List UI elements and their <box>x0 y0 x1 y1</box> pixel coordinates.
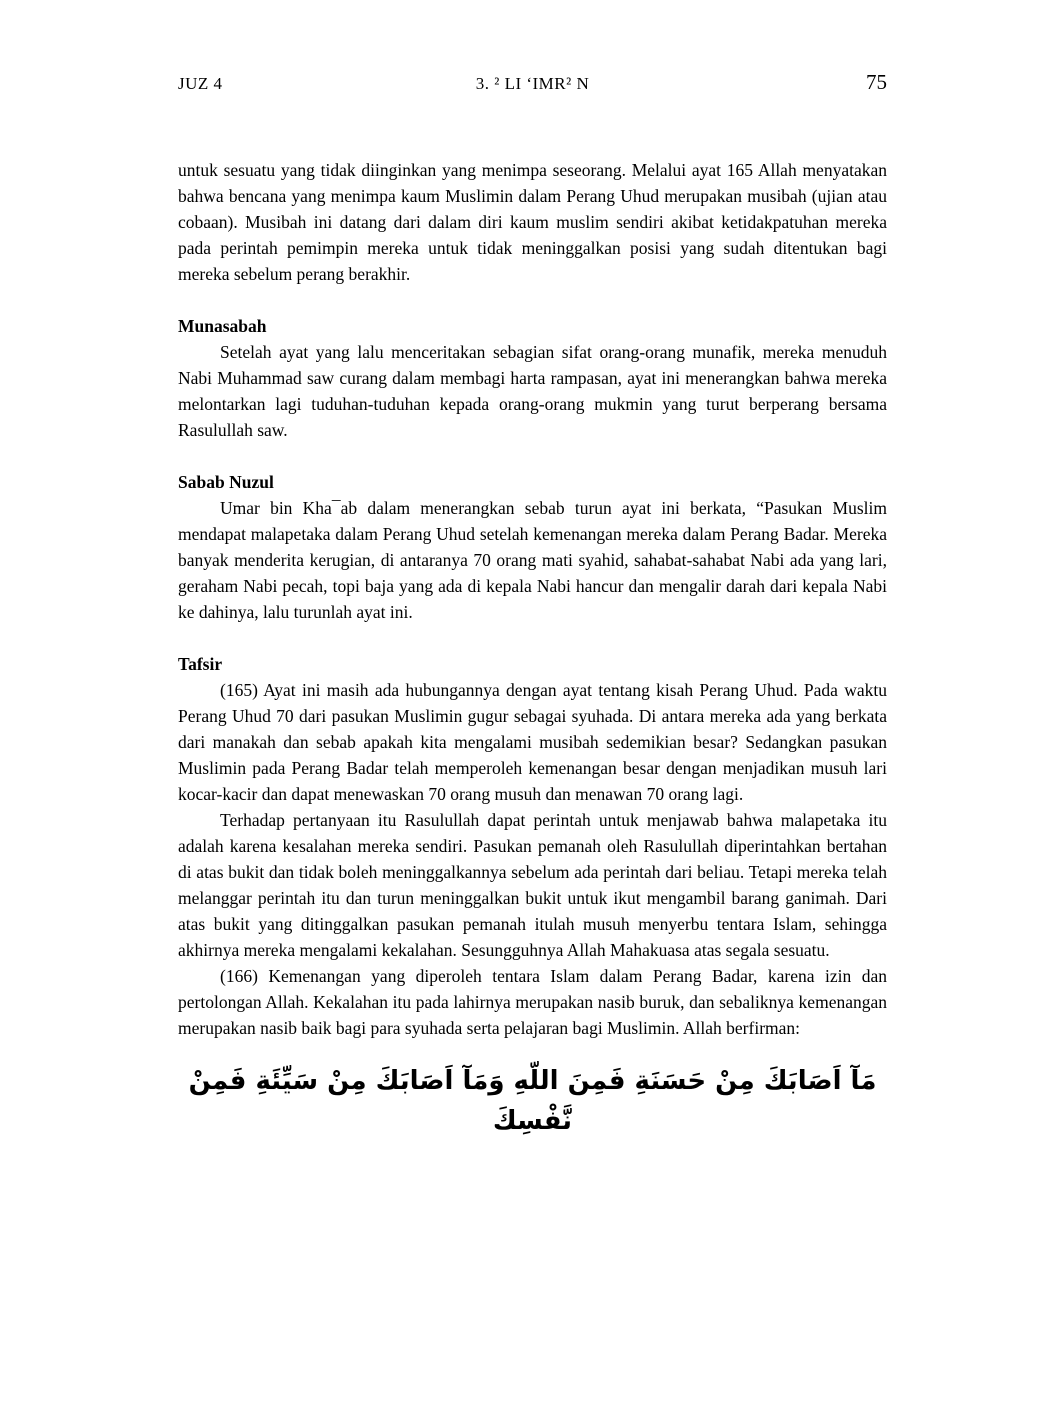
paragraph-tafsir-166: (166) Kemenangan yang diperoleh tentara Islam dalam Perang Badar, karena izin dan pertolongan Allah. Kekalahan itu pada lahirnya merupakan nasib buruk, dan sebaliknya kemenangan merupakan nasib baik bagi para syuhada serta pelajaran bagi Muslimin. Allah berfirman: <box>178 966 887 1038</box>
heading-tafsir: Tafsir <box>178 654 223 674</box>
paragraph-sabab-nuzul: Umar bin Kha¯ab dalam menerangkan sebab turun ayat ini berkata, “Pasukan Muslim mendapat malapetaka dalam Perang Uhud setelah kemenangan mereka dalam Perang Badar. Mereka banyak menderita kerugian, di antaranya 70 orang mati syahid, sahabat-sahabat Nabi ada yang lari, geraham Nabi pecah, topi baja yang ada di kepala Nabi hancur dan mengalir darah dari kepala Nabi ke dahinya, lalu turunlah ayat ini. <box>178 498 887 622</box>
page-number: 75 <box>866 70 887 94</box>
paragraph-munasabah: Setelah ayat yang lalu menceritakan sebagian sifat orang-orang munafik, mereka menuduh Nabi Muhammad saw curang dalam membagi harta rampasan, ayat ini menerangkan bahwa mereka melontarkan lagi tuduhan-tuduhan kepada orang-orang mukmin yang turut berperang bersama Rasulullah saw. <box>178 342 887 440</box>
paragraph-intro: untuk sesuatu yang tidak diinginkan yang menimpa seseorang. Melalui ayat 165 Allah menyatakan bahwa bencana yang menimpa kaum Muslimin dalam Perang Uhud merupakan musibah (ujian atau cobaan). Musibah ini datang dari dalam diri kaum muslim sendiri akibat ketidakpatuhan mereka pada perintah pemimpin mereka untuk tidak meninggalkan posisi yang sudah ditentukan bagi mereka sebelum perang berakhir. <box>178 160 887 284</box>
heading-sabab-nuzul: Sabab Nuzul <box>178 472 274 492</box>
page-content <box>178 70 887 1141</box>
header-surah-title: 3. ² LI ‘IMR² N <box>475 74 590 93</box>
paragraph-tafsir-165: (165) Ayat ini masih ada hubungannya dengan ayat tentang kisah Perang Uhud. Pada waktu Perang Uhud 70 dari pasukan Muslimin gugur sebagai syuhada. Di antara mereka ada yang berkata dari manakah dan sebab apakah kita mengalami musibah sedemikian besar? Sedangkan pasukan Muslimin pada Perang Badar telah memperoleh kemenangan besar dengan menjadikan musuh lari kocar-kacir dan dapat menewaskan 70 orang musuh dan menawan 70 orang lagi. <box>178 680 887 804</box>
heading-munasabah: Munasabah <box>178 316 267 336</box>
document-body <box>178 157 887 1141</box>
paragraph-tafsir-explanation: Terhadap pertanyaan itu Rasulullah dapat perintah untuk menjawab bahwa malapetaka itu adalah karena kesalahan mereka sendiri. Pasukan pemanah oleh Rasulullah diperintahkan bertahan di atas bukit dan tidak boleh meninggalkannya sebelum ada perintah dari beliau. Tetapi mereka telah melanggar perintah itu dan turun meninggalkan bukit untuk ikut mengambil barang ganimah. Dari atas bukit yang ditinggalkan pasukan pemanah itulah musuh menyerbu tentara Islam, sehingga akhirnya mereka mengalami kekalahan. Sesungguhnya Allah Mahakuasa atas segala sesuatu. <box>178 810 887 960</box>
arabic-verse: مَآ اَصَابَكَ مِنْ حَسَنَةِ فَمِنَ اللّهِ وَمَآ اَصَابَكَ مِنْ سَيِّئَةِ فَمِنْ نَّفْسِكَ <box>188 1066 877 1136</box>
page-header <box>178 70 887 95</box>
header-juz-label: JUZ 4 <box>178 74 223 93</box>
